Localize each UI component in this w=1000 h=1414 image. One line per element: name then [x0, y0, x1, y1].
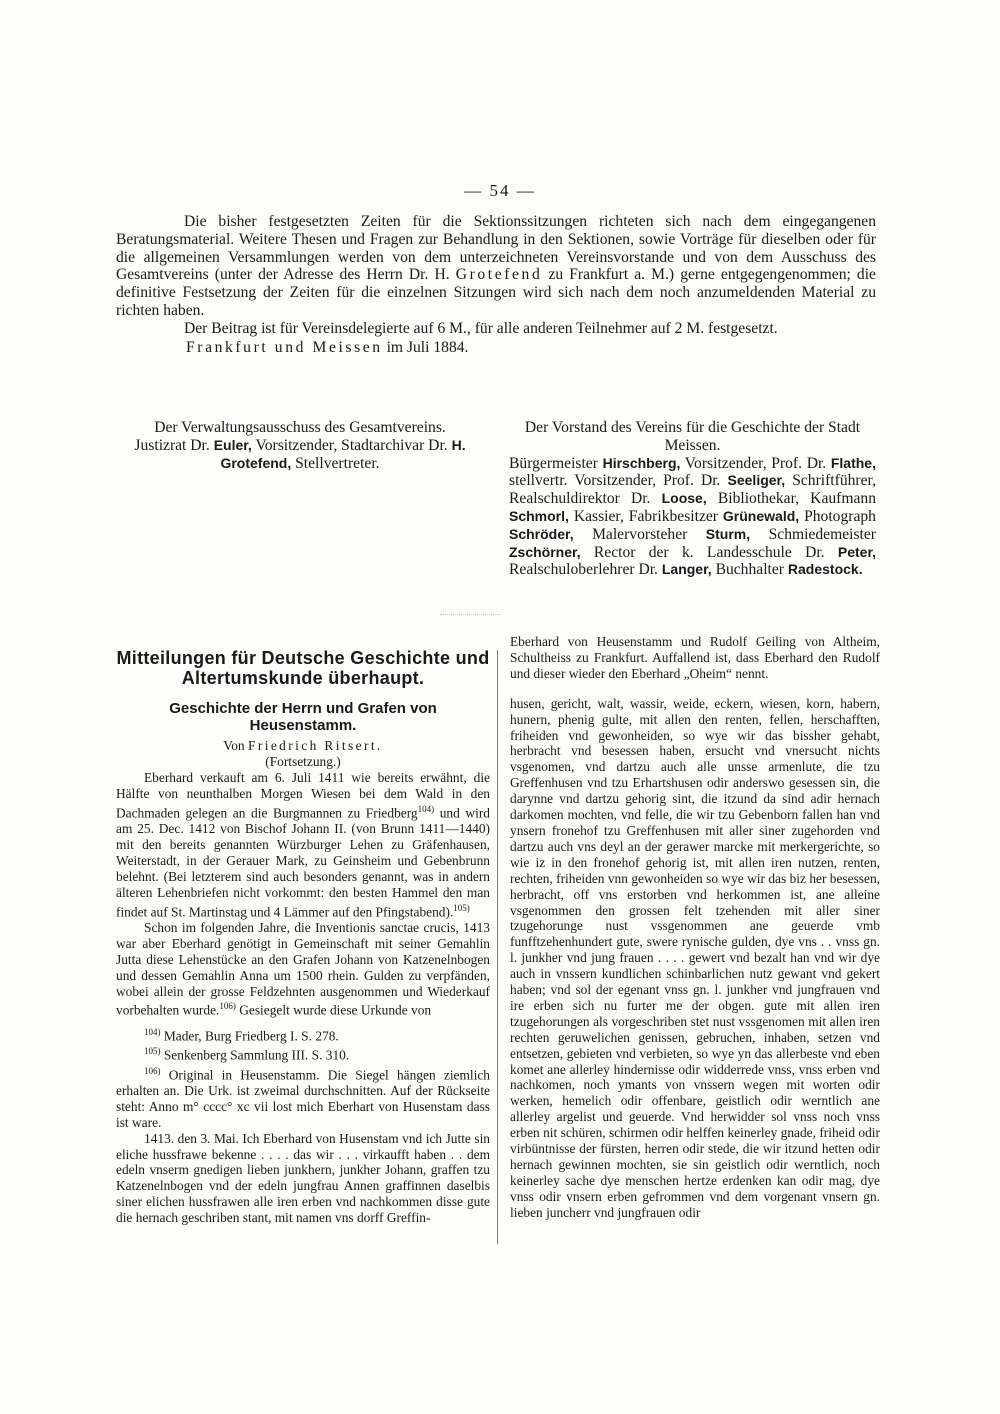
- charter-continuation: husen, gericht, walt, wassir, weide, eckern, wiesen, korn, habern, hunern, phenig gulte, mit allen den renten, fellen, herschafften, friheiden vnd gewonheiden, so wye wir das bissher gehabt, herbracht vnd besessen haben, ersucht vnd vnersucht nichts vsgenomen, vnd dartzu auch alle unsse armenlute, die tzu Greffenhusen vnd tzu Erhartshusen odir anderswo gesessen sin, die darynne vnd dartzu gehorig sint, die itzund da sind adir hernach darkomen mochten, vnd felle, die wir tzu Gebenborn fallen han vnd ynsern fronehof tzu Greffenhusen mit aller siner zugehorden vnd dartzu auch vns deyl an der gerawer marcke mit merkergerichte, so wie iz in den fronehof gehorig ist, mit allen iren nutzen, renten, rechten, friheiden vnn gewonheiden so wye wir das biz her besessen, herbracht, off vns erstorben vnd herkommen ist, ane alleine vsgenommen den grossen felt tzehenden mit aller siner tzugehorunge nust vssgenommen ane geuerde vmb funfftzehenhundert gute, swere rynische gulden, dye vns . . vnss gn. l. junkher vnd jung frauen . . . . gewert vnd bezalt han vnd wir dye auch in vnssern kundlichen schinbarlichen nutz gewant vnd gekert haben; vnd sol der egenant vnss gn. l. junkher vnd jungfrauen vnd ire erben sich nu furter me der obgen. gute mit allen iren tzugehorungen als vorgeschriben stet nust vssgenomen mit allen iren rechten geruwelichen genissen, gebruchen, inhaben, setzen vnd entsetzen, gebieten vnd verbieten, so wye yn das allerbeste vnd eben komet ane allerley hindernisse odir widderrede vnss, vnss erben vnd nachkomen, noch ymants von vnssern wegen mit worten odir werken, hemelich odir offenbare, geistlich odir werntlich ane allerley argelist und geuerde. Vnd herwidder sol vnss noch vnss erben nit schüren, schirmen odir helffen keinerley gnade, friheid odir virbüntnisse der fürsten, herren odir stede, die wir itzund hetten odir hernach gewinnen mochten, sie sin geistlich odir werntlich, noch keinerley sache dye menschen hertze erdenken kan odir mag, dye vnss odir vnsern erben gefrommen vnd dem vorgenant vnsern gn. lieben juncherr vnd jungfrauen odir: [510, 695, 880, 1220]
- place-and-date: Frankfurt und Meissen im Juli 1884.: [186, 338, 469, 356]
- name-grotefend: Grotefend: [455, 266, 543, 284]
- footnote: $^{105)}$ Senkenberg Sammlung III. S. 310.: [144, 1046, 350, 1063]
- signature-right: [509, 419, 876, 579]
- footnotes: [116, 1025, 490, 1226]
- announcement-text: [116, 213, 876, 356]
- article-subtitle: Geschichte der Herrn und Grafen von Heusenstamm.: [169, 700, 437, 734]
- page-number: — 54 —: [464, 181, 536, 200]
- footnote: $^{106)}$ Original in Heusenstamm. Die Siegel hängen ziemlich erhalten an. Die Urk. ist zweimal durchschnitten. Auf der Rückseite steht: Anno m° cccc° xc vii lost mich Eberhart von Husenstam dass ist ware.: [116, 1065, 490, 1130]
- footnote-ref: 105): [453, 902, 470, 913]
- signature-left: [116, 419, 484, 472]
- footnote: $^{104)}$ Mader, Burg Friedberg I. S. 278.: [144, 1026, 339, 1044]
- board-members: Bürgermeister Hirschberg, Vorsitzender, Prof. Dr. Flathe, stellvertr. Vorsitzender, Prof. Dr. Seeliger, Schriftführer, Realschuldirektor Dr. Loose, Bibliothekar, Kaufmann Schmorl, Kassier, Fabrikbesitzer Grünewald, Photograph Schröder, Malervorsteher Sturm, Schmiedemeister Zschörner, Rector der k. Landesschule Dr. Peter, Realschuloberlehrer Dr. Langer, Buchhalter Radestock.: [509, 454, 877, 579]
- column-rule: [497, 650, 498, 1244]
- article-right-column: [510, 634, 880, 1221]
- committee-members: Justizrat Dr. Euler, Vorsitzender, Stadtarchivar Dr. H. Grotefend, Stellvertreter.: [134, 436, 466, 472]
- article-title: Mitteilungen für Deutsche Geschichte und Altertumskunde überhaupt.: [116, 648, 490, 688]
- footnote-ref: 104): [417, 803, 435, 814]
- board-heading: Der Vorstand des Vereins für die Geschichte der Stadt Meissen.: [524, 419, 861, 454]
- continuation-note: (Fortsetzung.): [265, 753, 341, 769]
- footnote-ref: 106): [219, 1001, 236, 1012]
- byline: Von Friedrich Ritsert.: [223, 738, 383, 753]
- intro-paragraph-2: Der Beitrag ist für Vereinsdelegierte auf 6 M., für alle anderen Teilnehmer auf 2 M. festgesetzt.: [184, 319, 778, 337]
- intro-paragraph-1: Die bisher festgesetzten Zeiten für die Sektionssitzungen richteten sich nach dem eingegangenen Beratungsmaterial. Weitere Thesen und Fragen zur Behandlung in den Sektionen, sowie Vorträge für dieselben oder für die allgemeinen Versammlungen werden von dem unterzeichneten Vereinsvorstande und von dem Ausschuss des Gesamtvereins (unter der Adresse des Herrn Dr. H. Grotefend zu Frankfurt a. M.) gerne entgegengenommen; die definitive Festsetzung der Zeiten für die einzelnen Sitzungen wird sich nach dem noch anzumeldenden Material zu richten haben.: [116, 213, 876, 319]
- article-left-column: [116, 648, 490, 1226]
- section-divider: [440, 614, 500, 615]
- body-paragraph-2: Schon im folgenden Jahre, die Inventionis sanctae crucis, 1413 war aber Eberhard genötigt in Gemeinschaft mit seiner Gemahlin Jutta diese Lehenstücke an den Grafen Johann von Katzenelnbogen und dessen Gemahlin Anna um 1500 rhein. Gulden zu verpfänden, wobei allein der grosse Feldzehnten ausgenommen und Wiederkauf vorbehalten wurde.$^{106)}$ Gesiegelt wurde diese Urkunde von: [116, 919, 490, 1018]
- author-name: Friedrich Ritsert.: [248, 738, 383, 753]
- footnote-continuation: Eberhard von Heusenstamm und Rudolf Geiling von Altheim, Schultheiss zu Frankfurt. Auffallend ist, dass Eberhard den Rudolf und dieser wieder den Eberhard „Oheim“ nennt.: [510, 634, 880, 681]
- charter-quote: 1413. den 3. Mai. Ich Eberhard von Husenstam vnd ich Jutte sin eliche hussfrawe bekenne . . . . das wir . . . virkaufft haben . . dem edeln vnserm gnedigen lieben junkhern, junkher Johann, graffen tzu Katzenelnbogen vnd der edeln jungfrau Annen graffinnen daselbis siner elichen hussfrawen alle iren erben vnd nachkommen disse gute die hernach geschriben stant, mit namen vns dorff Greffin-: [116, 1130, 490, 1226]
- committee-heading: Der Verwaltungsausschuss des Gesamtvereins.: [154, 419, 446, 436]
- body-paragraph-1: Eberhard verkauft am 6. Juli 1411 wie bereits erwähnt, die Hälfte von neunthalben Morgen Wiesen bei dem Wald in den Dachmaden gelegen an die Burgmannen zu Friedberg$^{104)}$ und wird am 25. Dec. 1412 von Bischof Johann II. (von Brunn 1411—1440) mit den bereits genannten Würzburger Lehen zu Gräfenhausen, Weiterstadt, in der Gerauer Mark, zu Geinsheim und Gebenbrunn belehnt. (Bei letzterem sind auch besonders genannt, was in andern älteren Lehenbriefen nicht vorkommt: den besten Hammel den man findet auf St. Martinstag und 4 Lämmer auf den Pfingstabend).$^{105)}$: [116, 769, 490, 919]
